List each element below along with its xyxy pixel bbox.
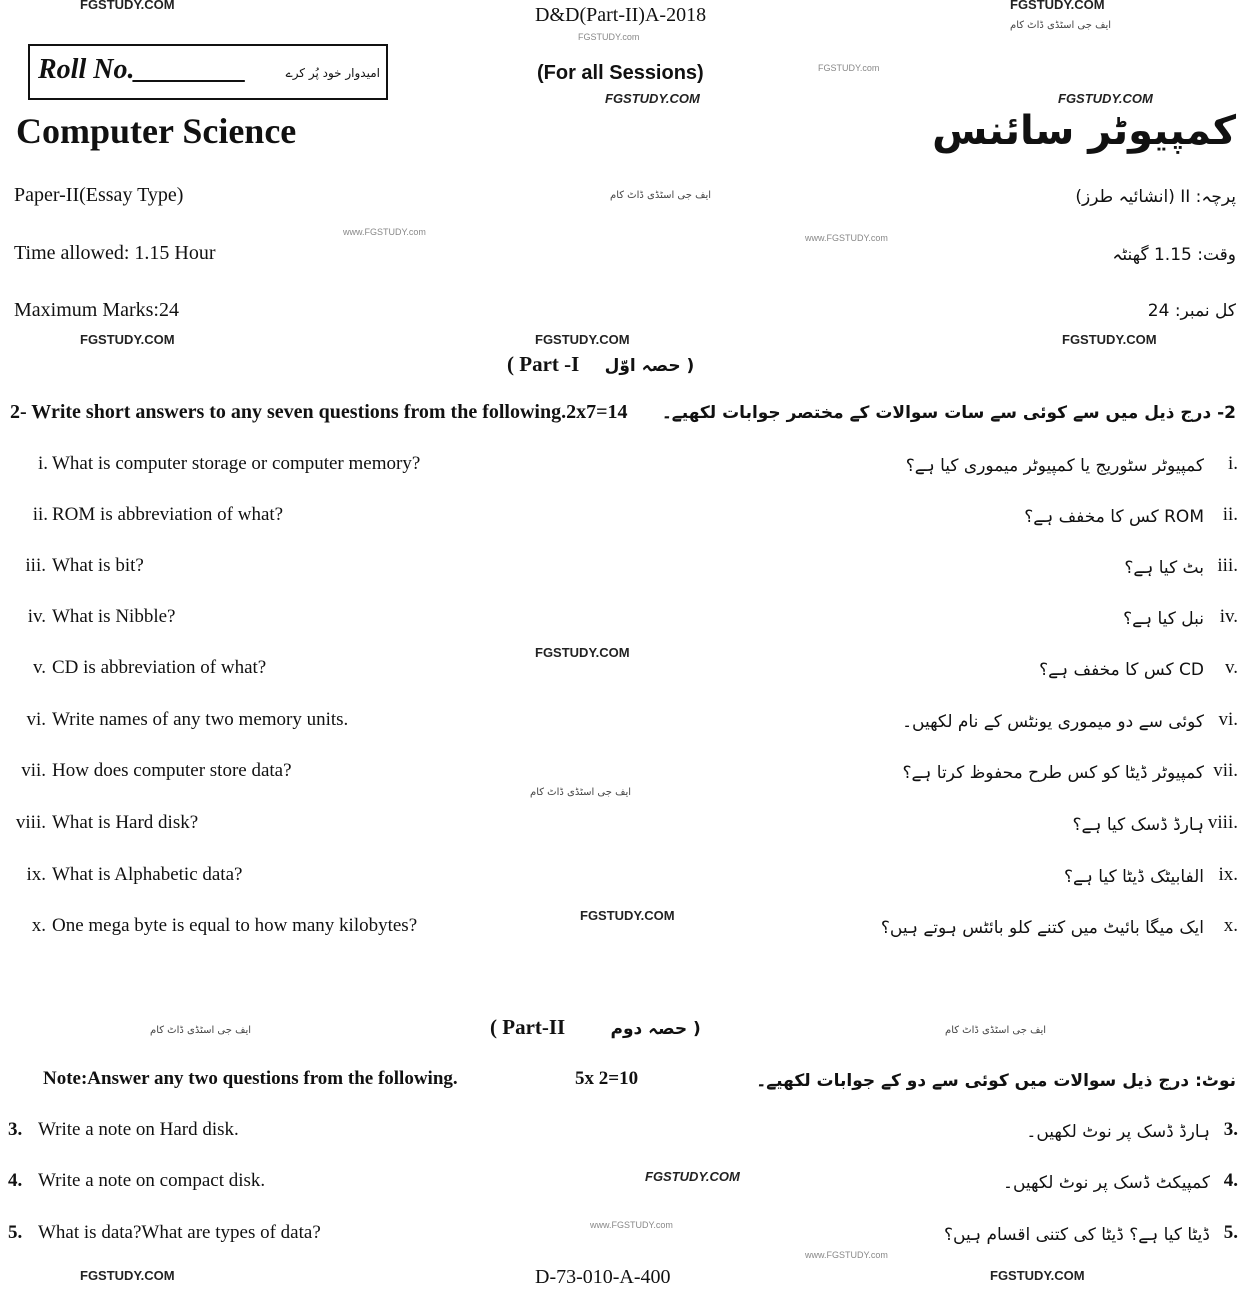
part2-heading xyxy=(490,1015,701,1040)
question-number: ix. xyxy=(26,864,46,885)
question-text-urdu: ہارڈ ڈسک کیا ہے؟ xyxy=(1072,815,1204,835)
paper-type-urdu: پرچہ: II (انشائیہ طرز) xyxy=(1075,187,1236,207)
watermark: FGSTUDY.com xyxy=(578,32,640,42)
sessions-label: (For all Sessions) xyxy=(537,62,704,84)
question-text-urdu: ایک میگا بائیٹ میں کتنے کلو بائٹس ہوتے ہیں؟ xyxy=(880,918,1204,938)
watermark: FGSTUDY.COM xyxy=(1058,91,1153,106)
part2-heading-urdu: حصہ دوم ) xyxy=(610,1019,701,1039)
roll-number-label: Roll No.________ xyxy=(38,54,247,85)
question-text-urdu: نبل کیا ہے؟ xyxy=(1123,609,1204,629)
watermark: FGSTUDY.COM xyxy=(80,332,175,347)
question-number: 3. xyxy=(8,1119,23,1140)
question-number-urdu: viii. xyxy=(1207,812,1238,833)
question-text-urdu: کوئی سے دو میموری یونٹس کے نام لکھیں۔ xyxy=(902,712,1204,732)
watermark: FGSTUDY.COM xyxy=(80,0,175,12)
part2-note-marks: 5x 2=10 xyxy=(575,1068,639,1089)
watermark: www.FGSTUDY.com xyxy=(590,1220,673,1230)
part1-heading-en: ( Part -I xyxy=(507,352,580,376)
question-number-urdu: ix. xyxy=(1218,864,1238,885)
question-text: Write names of any two memory units. xyxy=(52,709,349,730)
watermark-urdu: ایف جی اسٹڈی ڈاٹ کام xyxy=(945,1025,1047,1036)
question-number: iii. xyxy=(25,555,46,576)
question-text: CD is abbreviation of what? xyxy=(52,657,267,678)
footer-code: D-73-010-A-400 xyxy=(535,1266,671,1288)
question-number-urdu: x. xyxy=(1223,915,1238,936)
watermark: FGSTUDY.COM xyxy=(580,908,675,923)
watermark: FGSTUDY.COM xyxy=(80,1268,175,1283)
subject-title-urdu: کمپیوٹر سائنس xyxy=(932,108,1236,154)
watermark: FGSTUDY.com xyxy=(818,63,880,73)
question-text-urdu: الفابیٹک ڈیٹا کیا ہے؟ xyxy=(1063,867,1204,887)
question-number: viii. xyxy=(15,812,46,833)
watermark-urdu: ایف جی اسٹڈی ڈاٹ کام xyxy=(150,1025,252,1036)
question-text: What is Hard disk? xyxy=(52,812,199,833)
question-number-urdu: ii. xyxy=(1222,504,1238,525)
question-text: One mega byte is equal to how many kilobytes? xyxy=(52,915,418,936)
question-text: What is computer storage or computer memory? xyxy=(52,453,421,474)
maximum-marks-urdu: کل نمبر: 24 xyxy=(1147,301,1236,321)
paper-type: Paper-II(Essay Type) xyxy=(14,184,184,206)
question-number: v. xyxy=(32,657,46,678)
question-number-urdu: i. xyxy=(1227,453,1238,474)
question-text-urdu: کمپیوٹر سٹوریج یا کمپیوٹر میموری کیا ہے؟ xyxy=(905,456,1204,476)
subject-title: Computer Science xyxy=(16,111,297,151)
watermark: FGSTUDY.COM xyxy=(645,1169,740,1184)
question-number: iv. xyxy=(27,606,46,627)
watermark: FGSTUDY.COM xyxy=(535,645,630,660)
watermark: www.FGSTUDY.com xyxy=(805,1250,888,1260)
part2-note-urdu: نوٹ: درج ذیل سوالات میں کوئی سے دو کے جوابات لکھیے۔ xyxy=(756,1071,1236,1091)
question-text: Write a note on Hard disk. xyxy=(38,1119,239,1140)
watermark: www.FGSTUDY.com xyxy=(343,227,426,237)
question-text: What is bit? xyxy=(52,555,144,576)
question-number-urdu: vii. xyxy=(1213,760,1238,781)
watermark: FGSTUDY.COM xyxy=(605,91,700,106)
watermark: FGSTUDY.COM xyxy=(1010,0,1105,12)
question-text: What is Nibble? xyxy=(52,606,176,627)
question-number-urdu: iii. xyxy=(1217,555,1238,576)
question-text-urdu: بٹ کیا ہے؟ xyxy=(1124,558,1204,578)
time-allowed: Time allowed: 1.15 Hour xyxy=(14,242,216,264)
question-text: ROM is abbreviation of what? xyxy=(52,504,284,525)
time-allowed-urdu: وقت: 1.15 گھنٹہ xyxy=(1112,245,1236,265)
watermark-urdu: ایف جی اسٹڈی ڈاٹ کام xyxy=(530,787,632,798)
question-text-urdu: CD کس کا مخفف ہے؟ xyxy=(1039,660,1204,680)
part1-instruction: 2- Write short answers to any seven questions from the following.2x7=14 xyxy=(10,401,628,423)
watermark: FGSTUDY.COM xyxy=(990,1268,1085,1283)
question-number: vi. xyxy=(26,709,46,730)
question-text: What is data?What are types of data? xyxy=(38,1222,321,1243)
watermark: FGSTUDY.COM xyxy=(535,332,630,347)
question-text-urdu: ROM کس کا مخفف ہے؟ xyxy=(1024,507,1204,527)
question-number: i. xyxy=(37,453,48,474)
question-text-urdu: ڈیٹا کیا ہے؟ ڈیٹا کی کتنی اقسام ہیں؟ xyxy=(944,1225,1210,1245)
question-text: What is Alphabetic data? xyxy=(52,864,243,885)
question-number-urdu: vi. xyxy=(1218,709,1238,730)
question-number: vii. xyxy=(21,760,46,781)
watermark: www.FGSTUDY.com xyxy=(805,233,888,243)
question-text-urdu: ہارڈ ڈسک پر نوٹ لکھیں۔ xyxy=(1026,1122,1210,1142)
question-number: 4. xyxy=(8,1170,23,1191)
roll-number-urdu: امیدوار خود پُر کرے xyxy=(285,66,380,80)
question-text: How does computer store data? xyxy=(52,760,292,781)
roll-number-box[interactable] xyxy=(28,44,388,100)
watermark: FGSTUDY.COM xyxy=(1062,332,1157,347)
question-text-urdu: کمپیوٹر ڈیٹا کو کس طرح محفوظ کرتا ہے؟ xyxy=(902,763,1204,783)
question-number: x. xyxy=(31,915,46,936)
part2-heading-en: ( Part-II xyxy=(490,1015,566,1039)
question-number: ii. xyxy=(32,504,48,525)
question-number-urdu: 3. xyxy=(1223,1119,1238,1140)
paper-code: D&D(Part-II)A-2018 xyxy=(535,4,707,26)
question-number-urdu: v. xyxy=(1224,657,1238,678)
part1-heading xyxy=(507,352,694,377)
watermark-urdu: ایف جی اسٹڈی ڈاٹ کام xyxy=(1010,20,1112,31)
maximum-marks: Maximum Marks:24 xyxy=(14,299,179,321)
part2-note: Note:Answer any two questions from the following. xyxy=(43,1068,458,1089)
question-number-urdu: 4. xyxy=(1223,1170,1238,1191)
question-number-urdu: iv. xyxy=(1219,606,1238,627)
watermark-urdu: ایف جی اسٹڈی ڈاٹ کام xyxy=(610,190,712,201)
question-text-urdu: کمپیکٹ ڈسک پر نوٹ لکھیں۔ xyxy=(1003,1173,1210,1193)
question-number-urdu: 5. xyxy=(1223,1222,1238,1243)
question-text: Write a note on compact disk. xyxy=(38,1170,266,1191)
question-number: 5. xyxy=(8,1222,23,1243)
part1-instruction-urdu: 2- درج ذیل میں سے کوئی سے سات سوالات کے مختصر جوابات لکھیے۔ xyxy=(661,403,1236,423)
part1-heading-urdu: حصہ اوّل ) xyxy=(604,356,695,376)
